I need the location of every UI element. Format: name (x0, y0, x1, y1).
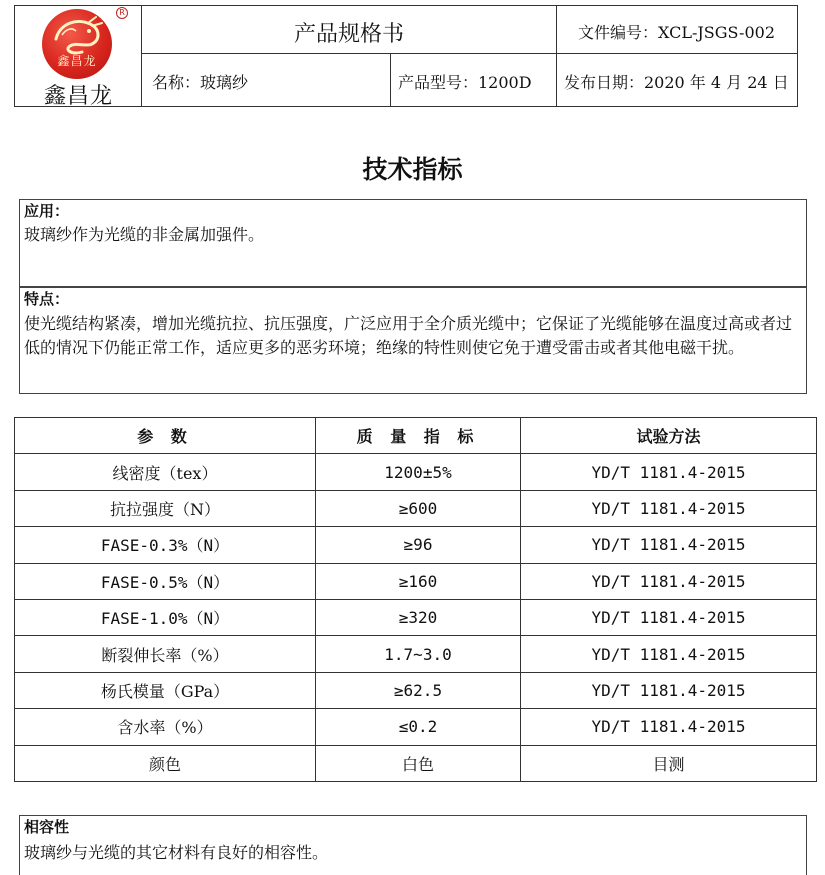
method-cell: YD/T 1181.4-2015 (521, 454, 817, 490)
method-cell: YD/T 1181.4-2015 (521, 490, 817, 526)
header-row-divider (142, 53, 797, 54)
table-row (15, 527, 817, 563)
release-date: 发布日期：2020 年 4 月 24 日 (564, 73, 789, 92)
parameter-cell: FASE-0.5%（N） (15, 563, 316, 599)
parameter-cell: 颜色 (15, 745, 316, 781)
doc-title: 产品规格书 (293, 22, 404, 47)
header-parameter: 参 数 (15, 418, 316, 454)
table-row (15, 490, 817, 526)
value-cell: ≥600 (316, 490, 521, 526)
spec-table (14, 417, 817, 782)
brand-logo (42, 9, 112, 79)
value-cell: 1200±5% (316, 454, 521, 490)
value-cell: ≥320 (316, 599, 521, 635)
product-name: 名称：玻璃纱 (152, 73, 249, 92)
value-cell: 1.7~3.0 (316, 636, 521, 672)
parameter-cell: FASE-0.3%（N） (15, 527, 316, 563)
document-header (14, 5, 798, 107)
compatibility-box (19, 815, 807, 875)
method-cell: YD/T 1181.4-2015 (521, 563, 817, 599)
compatibility-title: 相容性 (24, 818, 70, 836)
parameter-cell: 含水率（%） (15, 709, 316, 745)
brand-name: 鑫昌龙 (43, 84, 113, 109)
table-row (15, 745, 817, 781)
header-test-method: 试验方法 (521, 418, 817, 454)
logo-inner-text: 鑫昌龙 (57, 54, 97, 68)
method-cell: YD/T 1181.4-2015 (521, 527, 817, 563)
registered-mark-icon: R (116, 7, 128, 19)
method-cell: YD/T 1181.4-2015 (521, 672, 817, 708)
product-model: 产品型号：1200D (398, 73, 532, 92)
logo-cell (15, 6, 142, 109)
parameter-cell: 抗拉强度（N） (15, 490, 316, 526)
application-title: 应用： (24, 202, 70, 220)
table-header-row (15, 418, 817, 454)
table-row (15, 672, 817, 708)
parameter-cell: 线密度（tex） (15, 454, 316, 490)
method-cell: YD/T 1181.4-2015 (521, 709, 817, 745)
compatibility-text: 玻璃纱与光缆的其它材料有良好的相容性。 (24, 843, 329, 862)
page-title: 技术指标 (362, 155, 463, 184)
features-text: 使光缆结构紧凑，增加光缆抗拉、抗压强度，广泛应用于全介质光缆中；它保证了光缆能够在温度过高或者过低的情况下仍能正常工作，适应更多的恶劣环境；绝缘的特性则使它免于遭受雷击或者其他电磁干扰。 (24, 314, 793, 357)
application-text: 玻璃纱作为光缆的非金属加强件。 (24, 225, 265, 244)
table-row (15, 599, 817, 635)
value-cell: ≤0.2 (316, 709, 521, 745)
value-cell: ≥160 (316, 563, 521, 599)
table-row (15, 563, 817, 599)
features-box (19, 287, 807, 394)
table-row (15, 454, 817, 490)
table-row (15, 709, 817, 745)
header-quality-index: 质 量 指 标 (316, 418, 521, 454)
doc-number: 文件编号：XCL-JSGS-002 (577, 23, 776, 42)
parameter-cell: 断裂伸长率（%） (15, 636, 316, 672)
application-box (19, 199, 807, 287)
value-cell: ≥62.5 (316, 672, 521, 708)
features-title: 特点： (24, 290, 70, 308)
parameter-cell: FASE-1.0%（N） (15, 599, 316, 635)
value-cell: 白色 (316, 745, 521, 781)
value-cell: ≥96 (316, 527, 521, 563)
method-cell: YD/T 1181.4-2015 (521, 636, 817, 672)
header-col-divider (390, 53, 391, 106)
table-row (15, 636, 817, 672)
parameter-cell: 杨氏模量（GPa） (15, 672, 316, 708)
method-cell: 目测 (521, 745, 817, 781)
method-cell: YD/T 1181.4-2015 (521, 599, 817, 635)
